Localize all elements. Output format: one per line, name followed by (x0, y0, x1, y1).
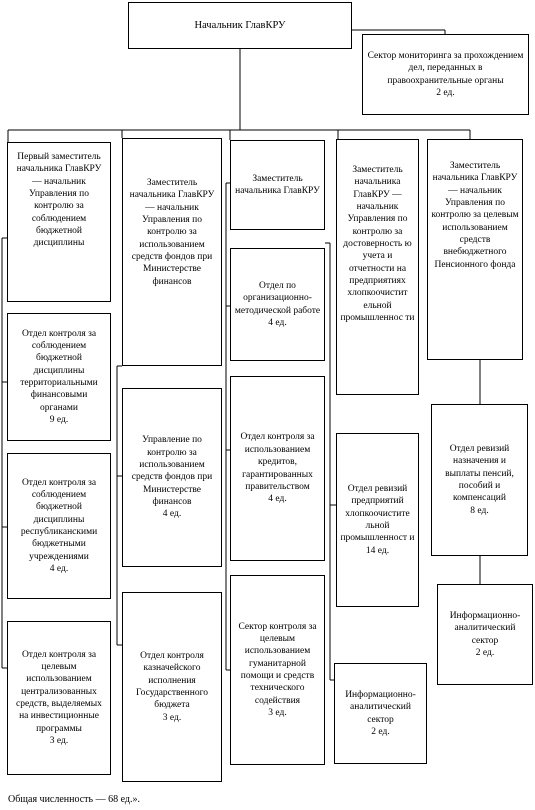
deputy-funds-box: Заместитель начальника ГлавКРУ — начальник Управления по контролю за использованием средств фондов при Министерстве финансов (122, 138, 222, 366)
dept-funds-control-box: Управление по контролю за использованием средств фондов при Министерстве финансов 4 ед. (122, 388, 222, 567)
dept-investment-programs-box: Отдел контроля за целевым использованием централизованных средств, выделяемых на инвестиционные программы 3 ед. (7, 621, 111, 775)
dept-treasury-box: Отдел контроля казначейского исполнения Государственного бюджета 3 ед. (122, 592, 222, 782)
sector-humanitarian-aid-box: Сектор контроля за целевым использованием гуманитарной помощи и средств технического содействия 3 ед. (230, 575, 325, 765)
dept-cotton-audit-box: Отдел ревизий предприятий хлопкоочистите льной промышленност и 14 ед. (336, 433, 419, 607)
info-analytic-sector-col5-box: Информационно-аналитический сектор 2 ед. (437, 584, 533, 685)
total-staff-note: Общая численность — 68 ед.». (8, 794, 141, 805)
deputy-box: Заместитель начальника ГлавКРУ (230, 140, 325, 230)
dept-credits-box: Отдел контроля за использованием кредитов, гарантированных правительством 4 ед. (230, 376, 325, 561)
dept-methodology-box: Отдел по организационно-методической работе 4 ед. (230, 248, 325, 361)
deputy-cotton-box: Заместитель начальника ГлавКРУ — начальник Управления по контролю за достоверность ю учета и отчетности на предприятиях хлопкоочистит ельной промышленнос ти (336, 139, 419, 395)
deputy-pension-box: Заместитель начальника ГлавКРУ — начальник Управления по контролю за целевым использованием средств внебюджетного Пенсионного фонда (427, 139, 523, 360)
info-analytic-sector-col4-box: Информационно-аналитический сектор 2 ед. (334, 663, 427, 764)
head-box: Начальник ГлавКРУ (128, 2, 352, 49)
dept-territorial-finance-box: Отдел контроля за соблюдением бюджетной дисциплины территориальными финансовыми органами 9 ед. (7, 313, 111, 441)
first-deputy-box: Первый заместитель начальника ГлавКРУ — начальник Управления по контролю за соблюдением бюджетной дисциплины (7, 142, 111, 302)
dept-pension-audit-box: Отдел ревизий назначения и выплаты пенсий, пособий и компенсаций 8 ед. (431, 404, 528, 556)
dept-republican-institutions-box: Отдел контроля за соблюдением бюджетной дисциплины республиканскими бюджетными учреждениями 4 ед. (7, 453, 111, 599)
monitoring-sector-box: Сектор мониторинга за прохождением дел, переданных в правоохранительные органы 2 ед. (362, 34, 529, 115)
